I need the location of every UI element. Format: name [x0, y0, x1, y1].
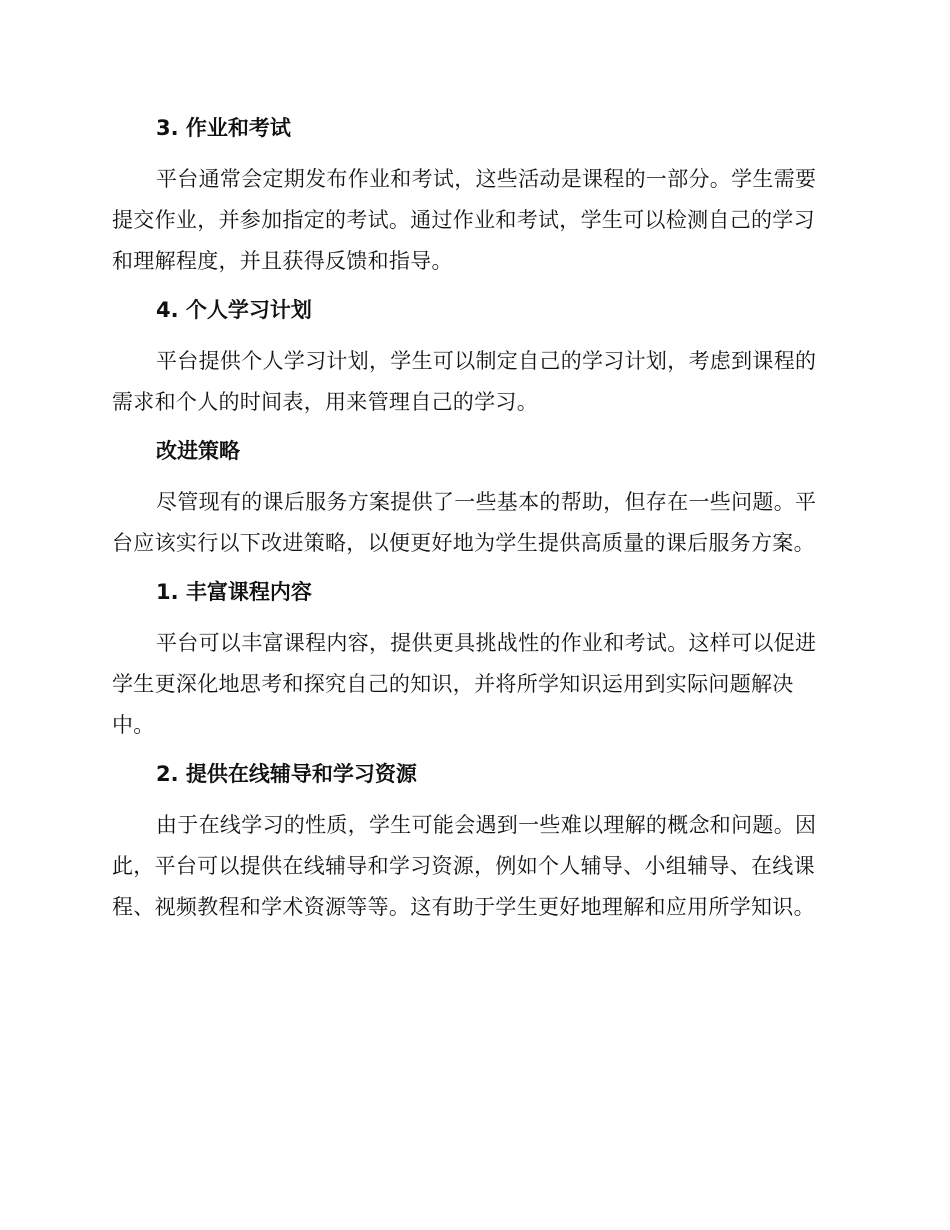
- paragraph-line: 程、视频教程和学术资源等等。这有助于学生更好地理解和应用所学知识。: [112, 895, 815, 919]
- paragraph-line: 中。: [112, 713, 155, 737]
- section-heading: 4. 个人学习计划: [156, 298, 312, 322]
- paragraph-line: 平台可以丰富课程内容，提供更具挑战性的作业和考试。这样可以促进: [156, 631, 817, 655]
- section-heading: 3. 作业和考试: [156, 116, 291, 140]
- paragraph-line: 由于在线学习的性质，学生可能会遇到一些难以理解的概念和问题。因: [156, 813, 817, 837]
- paragraph-line: 提交作业，并参加指定的考试。通过作业和考试，学生可以检测自己的学习: [112, 208, 815, 232]
- section-paragraph: [112, 623, 832, 746]
- paragraph-line: 平台通常会定期发布作业和考试，这些活动是课程的一部分。学生需要: [156, 167, 817, 191]
- paragraph-line: 台应该实行以下改进策略，以便更好地为学生提供高质量的课后服务方案。: [112, 531, 815, 555]
- paragraph-line: 学生更深化地思考和探究自己的知识，并将所学知识运用到实际问题解决: [112, 672, 794, 696]
- section-paragraph: [112, 341, 832, 423]
- section-heading: 1. 丰富课程内容: [156, 580, 312, 604]
- section-heading: 2. 提供在线辅导和学习资源: [156, 762, 417, 786]
- section-paragraph: [112, 805, 832, 928]
- section-heading: 改进策略: [156, 439, 240, 463]
- paragraph-line: 尽管现有的课后服务方案提供了一些基本的帮助，但存在一些问题。平: [156, 490, 817, 514]
- paragraph-line: 需求和个人的时间表，用来管理自己的学习。: [112, 390, 538, 414]
- section-paragraph: [112, 482, 832, 564]
- paragraph-line: 和理解程度，并且获得反馈和指导。: [112, 249, 453, 273]
- section-paragraph: [112, 159, 832, 282]
- paragraph-line: 此，平台可以提供在线辅导和学习资源，例如个人辅导、小组辅导、在线课: [112, 854, 815, 878]
- paragraph-line: 平台提供个人学习计划，学生可以制定自己的学习计划，考虑到课程的: [156, 349, 817, 373]
- document-body: [112, 110, 832, 928]
